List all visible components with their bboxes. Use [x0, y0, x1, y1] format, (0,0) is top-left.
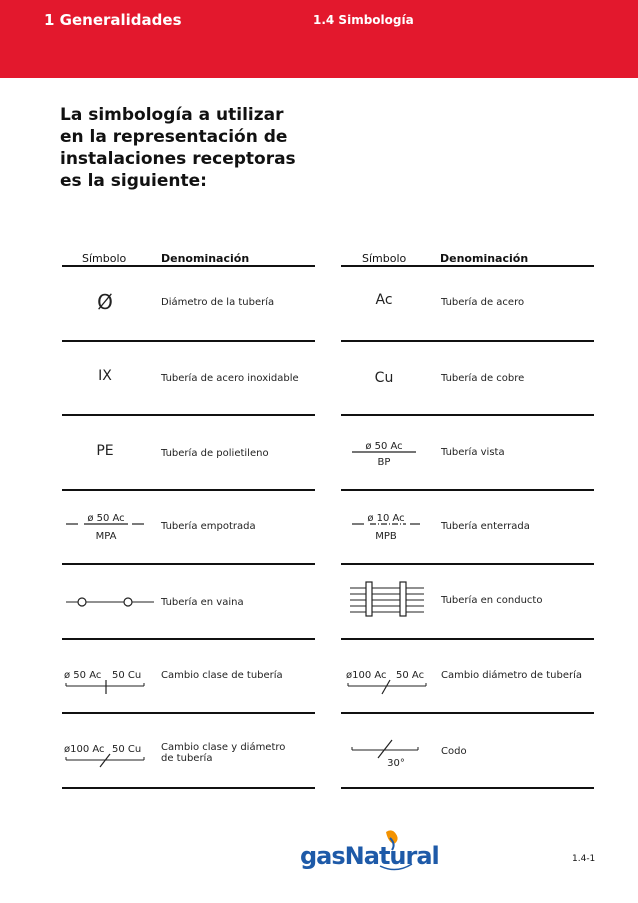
row-name: Codo [441, 746, 467, 757]
diameter-change-symbol [344, 664, 434, 698]
symbol-label: ø100 Ac [346, 670, 387, 681]
symbol-ix: IX [98, 368, 112, 384]
intro-heading [60, 104, 330, 192]
table-rule [341, 265, 594, 267]
brand-name: gasNatural [300, 842, 439, 870]
table-rule [62, 489, 315, 491]
intro-line: es la siguiente: [60, 171, 207, 191]
table-rule [341, 414, 594, 416]
symbol-label: 50 Cu [112, 670, 142, 681]
row-name: Cambio clase de tubería [161, 670, 283, 681]
table-rule [341, 787, 594, 789]
symbol-pe: PE [96, 443, 114, 459]
row-name-line: Cambio clase y diámetro [161, 742, 286, 753]
row-name: Cambio diámetro de tubería [441, 670, 582, 681]
visible-pipe-symbol [348, 436, 428, 470]
symbol-label: MPB [375, 531, 397, 542]
embedded-pipe-symbol [62, 508, 152, 544]
symbol-label: BP [377, 457, 391, 468]
row-name: Tubería de acero [441, 297, 525, 308]
symbol-cu: Cu [374, 370, 394, 386]
table-rule [341, 340, 594, 342]
table-rule [62, 340, 315, 342]
symbol-label: ø 50 Ac [64, 670, 102, 681]
row-name: Tubería en conducto [441, 595, 543, 606]
symbol-label: ø100 Ac [64, 744, 105, 755]
table-rule [62, 414, 315, 416]
table-rule [341, 638, 594, 640]
row-name: Tubería en vaina [161, 597, 244, 608]
table-rule [62, 638, 315, 640]
symbol-label: 50 Cu [112, 744, 142, 755]
row-name: Tubería empotrada [161, 521, 256, 532]
symbol-label: ø 10 Ac [367, 513, 405, 524]
row-name [161, 742, 285, 764]
page-header [0, 0, 638, 78]
symbol-diameter: Ø [97, 290, 113, 314]
table-rule [341, 563, 594, 565]
table-rule [341, 712, 594, 714]
symbol-label: 50 Ac [396, 670, 425, 681]
table-rule [62, 712, 315, 714]
symbol-label: ø 50 Ac [365, 441, 403, 452]
row-name: Tubería de polietileno [161, 448, 269, 459]
subsection-title: 1.4 Simbología [313, 13, 414, 27]
row-name-line: de tubería [161, 753, 213, 764]
intro-line: en la representación de [60, 127, 288, 147]
row-name: Tubería de cobre [441, 373, 525, 384]
page-number: 1.4-1 [572, 854, 596, 864]
intro-line: instalaciones receptoras [60, 149, 296, 169]
left-symbol-header: Símbolo [82, 252, 127, 265]
material-diameter-change-symbol [62, 740, 152, 774]
intro-line: La simbología a utilizar [60, 105, 284, 125]
symbol-label: MPA [95, 531, 117, 542]
section-title: 1 Generalidades [44, 11, 182, 29]
right-symbol-header: Símbolo [362, 252, 407, 265]
row-name: Tubería enterrada [441, 521, 530, 532]
table-rule [341, 489, 594, 491]
table-rule [62, 787, 315, 789]
table-rule [62, 563, 315, 565]
conduit-pipe-symbol [348, 580, 428, 620]
row-name: Tubería de acero inoxidable [161, 373, 299, 384]
row-name: Tubería vista [441, 447, 505, 458]
symbol-label: ø 50 Ac [87, 513, 125, 524]
symbol-label: 30° [387, 758, 405, 769]
right-name-header: Denominación [440, 252, 529, 265]
table-rule [62, 265, 315, 267]
buried-pipe-symbol [348, 508, 428, 544]
symbol-ac: Ac [375, 292, 393, 308]
elbow-symbol [348, 738, 428, 772]
sleeve-pipe-symbol [62, 592, 157, 612]
material-change-symbol [62, 664, 152, 698]
left-name-header: Denominación [161, 252, 250, 265]
row-name: Diámetro de la tubería [161, 297, 275, 308]
